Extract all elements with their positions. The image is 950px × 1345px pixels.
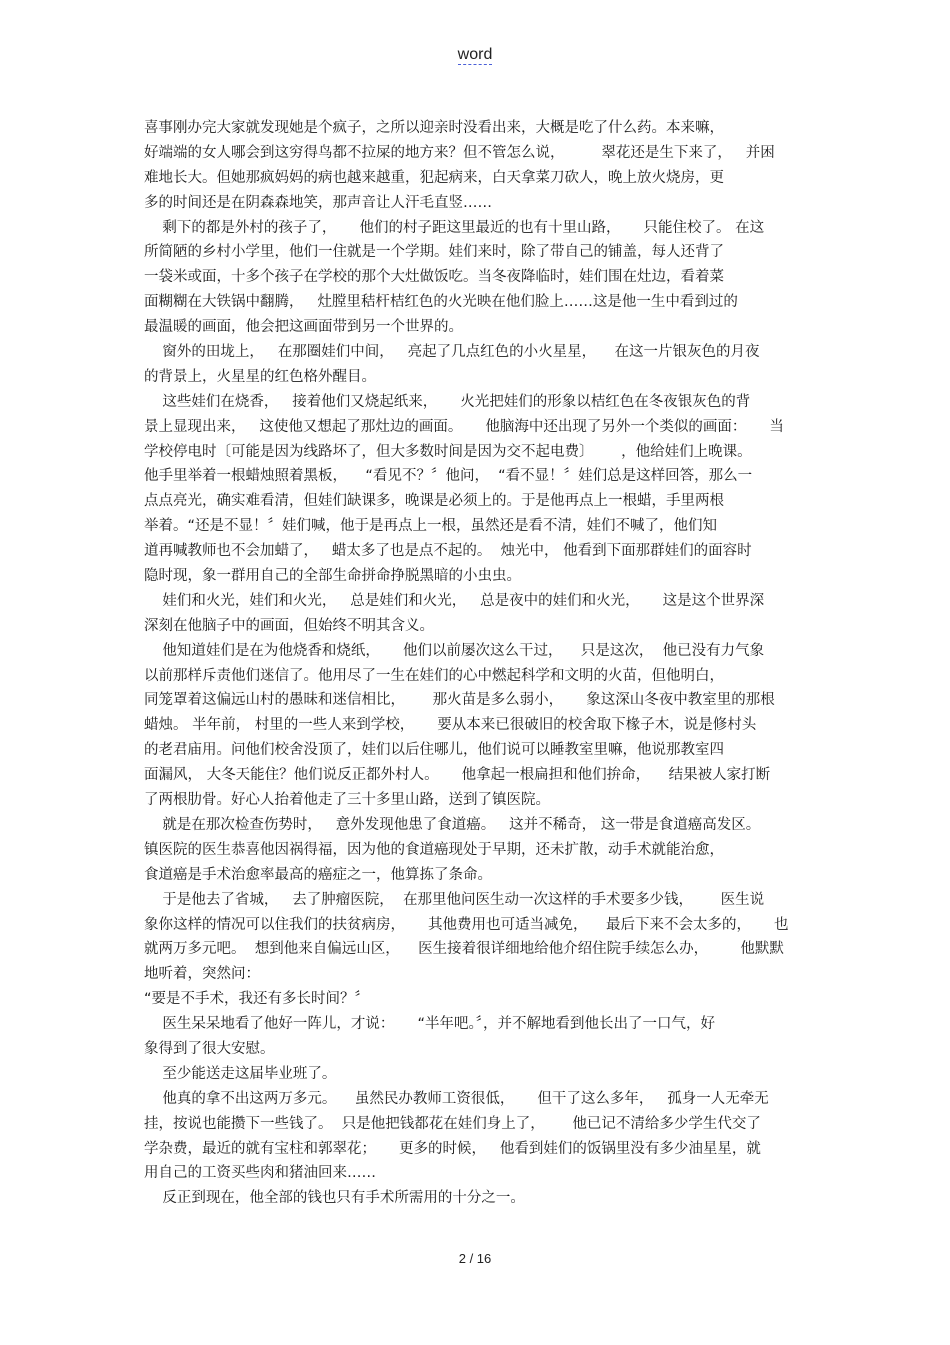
text-line: 象你这样的情况可以住我们的扶贫病房， 其他费用也可适当减免， 最后下来不会太多的， 也 <box>144 916 789 933</box>
text-line: 用自己的工资买些肉和猪油回来…… <box>144 1165 376 1182</box>
page-number: 2 / 16 <box>458 1251 492 1266</box>
text-line: 他手里举着一根蜡烛照着黑板， “看见不？〞他问， “看不显！〞娃们总是这样回答，那么一 <box>144 468 753 485</box>
text-line: 学杂费，最近的就有宝柱和郭翠花； 更多的时候， 他看到娃们的饭锅里没有多少油星星，就 <box>144 1140 761 1157</box>
text-line: 学校停电时〔可能是因为线路坏了，但大多数时间是因为交不起电费〕 ，他给娃们上晚课。 <box>144 443 752 460</box>
text-line: 多的时间还是在阴森森地笑，那声音让人汗毛直竖…… <box>144 194 492 211</box>
text-line: 景上显现出来， 这使他又想起了那灶边的画面。 他脑海中还出现了另外一个类似的画面： 当 <box>144 418 784 435</box>
text-line: 好端端的女人哪会到这穷得鸟都不拉屎的地方来？但不管怎么说， 翠花还是生下来了， 并困 <box>144 144 775 161</box>
text-line: 深刻在他脑子中的画面，但始终不明其含义。 <box>144 617 434 634</box>
text-line: 隐时现，象一群用自己的全部生命拼命挣脱黑暗的小虫虫。 <box>144 568 521 585</box>
text-line: 他真的拿不出这两万多元。 虽然民办教师工资很低， 但干了这么多年， 孤身一人无牵无 <box>144 1090 769 1107</box>
text-line: 于是他去了省城， 去了肿瘤医院， 在那里他问医生动一次这样的手术要多少钱， 医生说 <box>144 891 765 908</box>
text-line: 一袋米或面，十多个孩子在学校的那个大灶做饭吃。当冬夜降临时，娃们围在灶边，看着菜 <box>144 269 724 286</box>
text-line: “要是不手术，我还有多长时间？〞 <box>144 991 370 1008</box>
text-line: 娃们和火光，娃们和火光， 总是娃们和火光， 总是夜中的娃们和火光， 这是这个世界深 <box>144 592 765 609</box>
text-line: 他知道娃们是在为他烧香和烧纸， 他们以前屡次这么干过， 只是这次， 他已没有力气象 <box>144 642 765 659</box>
text-line: 喜事刚办完大家就发现她是个疯子，之所以迎亲时没看出来，大概是吃了什么药。本来嘛， <box>144 120 724 136</box>
text-line: 举着。“还是不显！〞娃们喊，他于是再点上一根，虽然还是看不清，娃们不喊了，他们知 <box>144 518 718 535</box>
text-line: 剩下的都是外村的孩子了， 他们的村子距这里最近的也有十里山路， 只能住校了。 在这 <box>144 219 765 236</box>
text-line: 地听着，突然问： <box>144 966 260 983</box>
text-line: 镇医院的医生恭喜他因祸得福，因为他的食道癌现处于早期，还未扩散，动手术就能治愈， <box>144 841 724 858</box>
text-line: 就是在那次检查伤势时， 意外发现他患了食道癌。 这并不稀奇， 这一带是食道癌高发区。 <box>144 816 761 833</box>
text-line: 面漏风， 大冬天能住？他们说反正都外村人。 他拿起一根扁担和他们拚命， 结果被人家打断 <box>144 767 771 784</box>
text-line: 这些娃们在烧香， 接着他们又烧起纸来， 火光把娃们的形象以桔红色在冬夜银灰色的背 <box>144 393 751 410</box>
text-line: 挂，按说也能攒下一些钱了。 只是他把钱都花在娃们身上了， 他已记不清给多少学生代交了 <box>144 1115 761 1132</box>
text-line: 道再喊教师也不会加蜡了， 蜡太多了也是点不起的。 烛光中， 他看到下面那群娃们的面容时 <box>144 543 752 560</box>
text-line: 的老君庙用。问他们校舍没顶了，娃们以后住哪儿，他们说可以睡教室里嘛，他说那教室四 <box>144 742 724 759</box>
text-line: 所简陋的乡村小学里，他们一住就是一个学期。娃们来时，除了带自己的铺盖，每人还背了 <box>144 244 724 261</box>
text-line: 面糊糊在大铁锅中翻腾， 灶膛里秸杆桔红色的火光映在他们脸上……这是他一生中看到过的 <box>144 294 738 311</box>
text-line: 至少能送走这届毕业班了。 <box>144 1065 337 1082</box>
text-line: 难地长大。但她那疯妈妈的病也越来越重，犯起病来，白天拿菜刀砍人，晚上放火烧房，更 <box>144 169 724 186</box>
text-line: 窗外的田垅上， 在那圈娃们中间， 亮起了几点红色的小火星星， 在这一片银灰色的月夜 <box>144 344 760 361</box>
text-line: 象得到了很大安慰。 <box>144 1040 275 1057</box>
text-line: 蜡烛。 半年前， 村里的一些人来到学校， 要从本来已很破旧的校舍取下椽子木，说是修村头 <box>144 717 757 734</box>
text-line: 反正到现在，他全部的钱也只有手术所需用的十分之一。 <box>144 1190 525 1207</box>
document-body <box>144 116 812 1211</box>
page-header <box>0 44 950 64</box>
text-line: 的背景上，火星星的红色格外醒目。 <box>144 368 376 385</box>
text-line: 最温暖的画面，他会把这画面带到另一个世界的。 <box>144 319 463 336</box>
text-line: 了两根肋骨。好心人抬着他走了三十多里山路，送到了镇医院。 <box>144 792 550 809</box>
text-line: 同笼罩着这偏远山村的愚昧和迷信相比， 那火苗是多么弱小， 象这深山冬夜中教室里的那根 <box>144 692 775 709</box>
text-line: 点点亮光，确实难看清，但娃们缺课多，晚课是必须上的。于是他再点上一根蜡，手里两根 <box>144 493 724 510</box>
text-line: 医生呆呆地看了他好一阵儿，才说： “半年吧。〞，并不解地看到他长出了一口气，好 <box>144 1016 715 1033</box>
document-title: word <box>457 46 493 63</box>
text-line: 以前那样斥责他们迷信了。他用尽了一生在娃们的心中燃起科学和文明的火苗，但他明白， <box>144 667 724 684</box>
text-line: 食道癌是手术治愈率最高的癌症之一，他算拣了条命。 <box>144 866 492 883</box>
text-line: 就两万多元吧。 想到他来自偏远山区， 医生接着很详细地给他介绍住院手续怎么办， 他默默 <box>144 941 784 958</box>
